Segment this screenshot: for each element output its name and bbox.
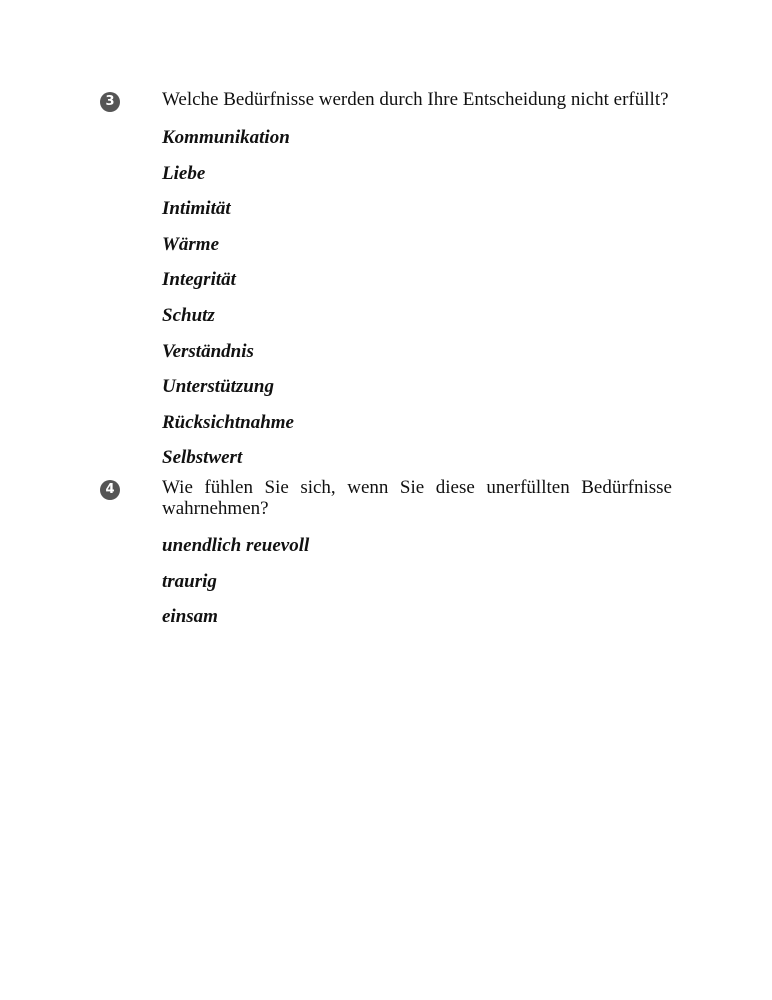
- question-3-text: Welche Bedürfnisse werden durch Ihre Entscheidung nicht erfüllt?: [162, 89, 669, 110]
- answer-item: Unterstützung: [162, 376, 274, 398]
- answer-item: Schutz: [162, 304, 215, 326]
- answer-item: Rücksichtnahme: [162, 411, 294, 433]
- answer-item: Liebe: [162, 162, 206, 184]
- answer-item: Intimität: [162, 198, 231, 220]
- question-4-answer-list: [162, 535, 309, 642]
- question-4-text: Wie fühlen Sie sich, wenn Sie diese unerfüllten Bedürfnisse wahrnehmen?: [162, 477, 672, 519]
- answer-item: unendlich reuevoll: [162, 535, 310, 556]
- answer-item: traurig: [162, 570, 217, 592]
- answer-item: Selbstwert: [162, 447, 243, 469]
- answer-item: Integrität: [162, 269, 236, 291]
- answer-item: Wärme: [162, 233, 219, 255]
- answer-item: Kommunikation: [162, 127, 290, 148]
- question-number-3-icon: 3: [100, 92, 120, 112]
- question-number-4-icon: 4: [100, 480, 120, 500]
- answer-item: Verständnis: [162, 340, 254, 362]
- question-3-answer-list: [162, 127, 294, 483]
- answer-item: einsam: [162, 606, 218, 628]
